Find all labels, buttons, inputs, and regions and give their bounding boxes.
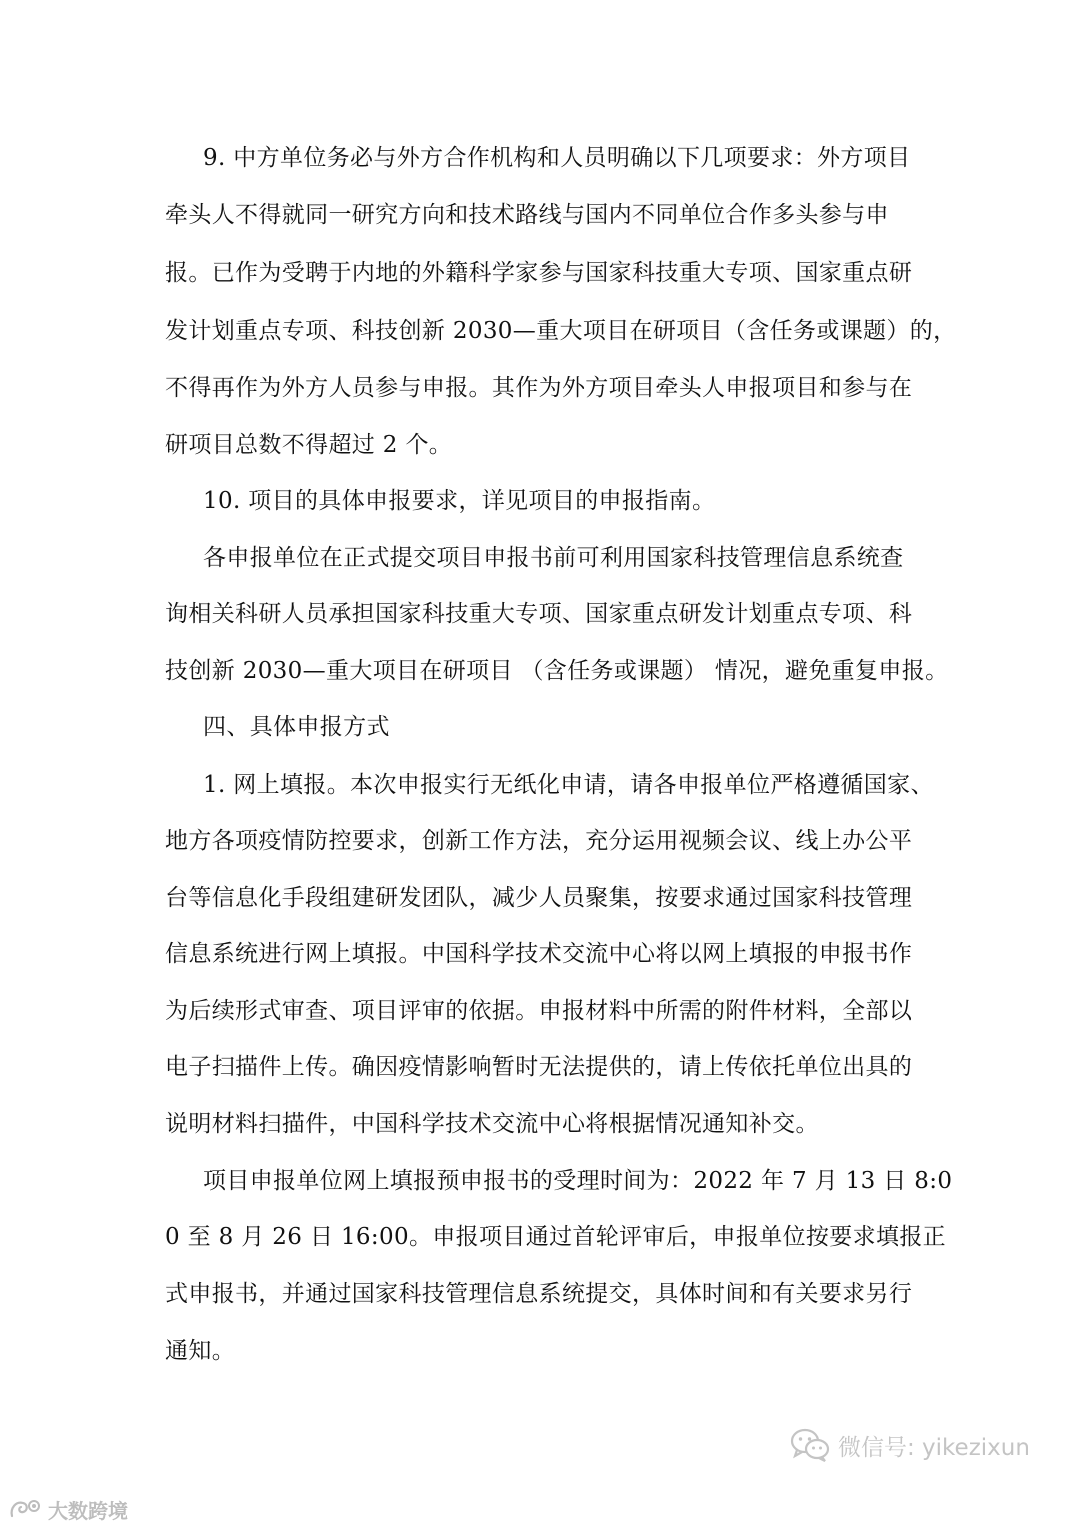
brand-name: 大数跨境 <box>48 1498 128 1523</box>
brand-watermark <box>8 1494 128 1524</box>
text-line: 通知。 <box>165 1338 236 1364</box>
text-line: 各申报单位在正式提交项目申报书前可利用国家科技管理信息系统查 <box>203 545 904 571</box>
text-line: 说明材料扫描件，中国科学技术交流中心将根据情况通知补交。 <box>165 1111 819 1137</box>
text-line: 项目申报单位网上填报预申报书的受理时间为：2022 年 7 月 13 日 8:0 <box>203 1168 953 1194</box>
section-heading: 四、具体申报方式 <box>203 714 390 740</box>
text-line: 报。已作为受聘于内地的外籍科学家参与国家科技重大专项、国家重点研 <box>165 260 913 286</box>
text-line: 0 至 8 月 26 日 16:00。申报项目通过首轮评审后，申报单位按要求填报正 <box>165 1224 947 1250</box>
text-line: 研项目总数不得超过 2 个。 <box>165 432 453 458</box>
wechat-id-text: 微信号: yikezixun <box>838 1434 1030 1461</box>
text-line: 信息系统进行网上填报。中国科学技术交流中心将以网上填报的申报书作 <box>165 941 913 967</box>
text-line: 牵头人不得就同一研究方向和技术路线与国内不同单位合作多头参与申 <box>165 202 889 228</box>
text-line: 技创新 2030—重大项目在研项目 （含任务或课题） 情况，避免重复申报。 <box>165 658 949 684</box>
text-line: 式申报书，并通过国家科技管理信息系统提交，具体时间和有关要求另行 <box>165 1281 913 1307</box>
wechat-icon <box>790 1428 830 1462</box>
wechat-watermark <box>790 1428 1030 1462</box>
text-line: 发计划重点专项、科技创新 2030—重大项目在研项目（含任务或课题）的， <box>165 318 957 344</box>
text-line: 电子扫描件上传。确因疫情影响暂时无法提供的，请上传依托单位出具的 <box>165 1054 913 1080</box>
text-line: 地方各项疫情防控要求，创新工作方法，充分运用视频会议、线上办公平 <box>165 828 913 854</box>
text-line: 询相关科研人员承担国家科技重大专项、国家重点研发计划重点专项、科 <box>165 601 913 627</box>
brand-logo-icon <box>8 1498 42 1520</box>
text-line: 10. 项目的具体申报要求，详见项目的申报指南。 <box>203 488 716 514</box>
text-line: 不得再作为外方人员参与申报。其作为外方项目牵头人申报项目和参与在 <box>165 375 913 401</box>
text-line: 1. 网上填报。本次申报实行无纸化申请，请各申报单位严格遵循国家、 <box>203 772 934 798</box>
text-line: 台等信息化手段组建研发团队，减少人员聚集，按要求通过国家科技管理 <box>165 885 913 911</box>
text-line: 为后续形式审查、项目评审的依据。申报材料中所需的附件材料，全部以 <box>165 998 913 1024</box>
text-line: 9. 中方单位务必与外方合作机构和人员明确以下几项要求：外方项目 <box>203 145 911 171</box>
